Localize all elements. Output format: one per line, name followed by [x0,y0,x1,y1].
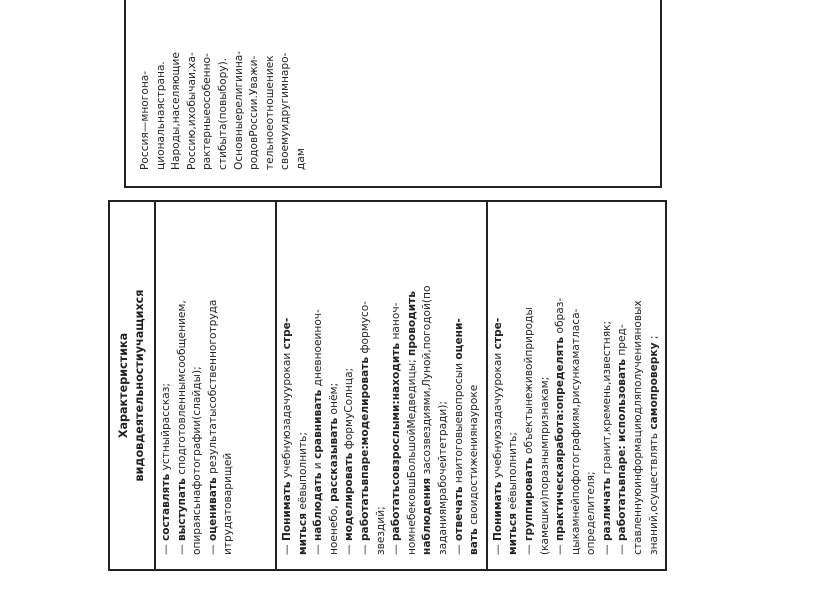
activity-line [467,210,483,555]
activity-keyword: миться [507,512,520,555]
topic-cell-russia [125,0,661,187]
activity-line [600,210,616,555]
activity-text: засозвездиями,Луной,погодой(по [421,285,434,478]
activity-text: итрудатоварищей [222,452,235,555]
activity-text: — [206,541,219,555]
activity-text: ; [647,335,660,343]
activity-text: — [452,541,465,555]
activity-keyword: сравнивать [312,389,325,459]
topic-line: Основныерелигиина- [232,50,245,170]
activity-line [491,210,507,555]
activity-line [647,210,663,555]
activity-text: знаний,осуществлять [647,429,660,555]
activity-keyword: оценивать [206,477,219,542]
topic-line: родовРоссии.Уважи- [248,55,261,170]
activity-text: заданиямрабочейтетради); [436,401,449,555]
activity-keyword: работатьвпаре: [616,445,629,542]
activity-keyword: оцени- [452,318,465,360]
activity-line [615,210,631,555]
activity-line [522,210,538,555]
activity-keyword: самопроверку [647,342,660,430]
activity-keyword: группировать [522,457,535,542]
activity-text: — [390,541,403,555]
activity-keyword: рассказывать [327,417,340,502]
activity-text: результатысобственноготруда [206,299,219,478]
activity-text: — [312,541,325,555]
activity-line [342,210,358,555]
activity-line [436,210,452,555]
activity-keyword: миться [296,512,309,555]
topic-line: своемуидругимнаро- [279,52,292,170]
activities-header [109,201,155,570]
activity-keyword: наблюдения [421,477,434,555]
activities-table-grid [108,200,667,571]
activity-text: — [554,541,567,555]
activity-text: опираясьнафотографии(слайды); [191,366,204,555]
activity-keyword: работатьвпаре:моделировать [358,356,371,542]
activity-keyword: Понимать [491,481,504,542]
activity-text: — [281,541,293,555]
activity-text: (камешки)поразнымпризнакам; [538,376,551,555]
activity-text: цыкамнейпофотографиям,рисункаматласа- [569,308,582,555]
activity-keyword: моделировать [343,452,356,542]
activity-line [506,210,522,555]
activity-keyword: проводить [405,291,418,356]
activity-line [311,210,327,555]
activities-cell-3 [487,201,667,570]
activity-line [452,210,468,555]
activity-keyword: стре- [491,317,504,350]
activity-text: — [175,541,188,555]
activity-text: учебнуюзадачуурокаи [281,349,293,482]
topic-line: дам [294,148,307,170]
activity-line [206,210,222,555]
activities-table [108,200,660,571]
activity-line [190,210,206,555]
activity-keyword: различать [600,477,613,542]
activity-text: — [600,541,613,555]
topic-line: стибыта(повыбору). [216,57,229,170]
activity-text: — [491,541,504,555]
activity-keyword: использовать [616,359,629,442]
activity-text: формусо- [358,300,371,357]
topics-table-grid [124,0,662,188]
activity-text: образ- [554,297,567,337]
activity-text: объектынеживойприроды [522,307,535,458]
activity-line [569,210,585,555]
activity-text [616,442,628,445]
activity-line [221,210,237,555]
topic-line: Россию,ихобычаи,ха- [185,52,198,170]
topic-line: тельноеотношениек [263,55,276,170]
activity-line [374,210,390,555]
activity-text: — [343,541,356,555]
activity-text: звездий; [374,506,387,555]
activity-text: ноенебо, [327,501,340,555]
activity-text: наитоговыевопросыи [452,359,465,487]
activity-text: своидостижениянауроке [468,384,481,529]
activity-keyword: вать [468,528,481,555]
header-line-1: Характеристика [117,332,130,439]
activity-text: — [522,541,535,555]
activity-keyword: стре- [281,317,293,350]
topic-line: Народы,населяющие [170,52,183,170]
topic-line: циональнаястрана. [154,61,167,170]
activity-line [159,210,175,555]
activity-text: дневноеиноч- [312,309,325,390]
activity-text: формуСолнца; [343,367,356,453]
activity-text: еёвыполнить; [507,432,520,513]
activity-text: номнебековшБольшойМедведицы; [405,355,418,555]
activity-text: устныйрассказ; [160,383,172,474]
activity-line [327,210,343,555]
topics-table [124,0,662,188]
activity-text: еёвыполнить; [296,432,309,513]
activity-text: учебнуюзадачуурокаи [491,349,504,482]
activity-keyword: выступать [175,478,188,542]
activities-cell-1 [155,201,276,570]
activity-keyword: наблюдать [312,472,325,542]
activity-line [175,210,191,555]
topic-line: рактерныеособенно- [201,53,214,170]
activity-keyword: работатьсовзрослыми:находить [390,342,403,542]
activity-keyword: Понимать [281,481,293,542]
activity-text: — [160,541,172,555]
activity-line [280,210,296,555]
activity-text: сподготовленнымсообщением, [175,300,188,479]
activity-line [538,210,554,555]
activity-line [296,210,312,555]
activity-text: пред- [616,324,629,360]
activity-keyword: практическаяработа:определять [554,336,567,542]
activities-cell-2 [276,201,487,570]
header-line-2: видовдеятельностиучащихся [133,289,146,482]
activity-line [389,210,405,555]
activity-text: ставленнуюинформациюдляполученияновых [632,300,645,555]
activity-text: — [358,541,371,555]
topic-line: Россия—многона- [139,70,151,170]
activity-line [584,210,600,555]
activity-text: определителя; [585,471,598,555]
activity-text: онём; [327,382,340,418]
activity-line [631,210,647,555]
activity-line [553,210,569,555]
activity-text: гранит,кремень,известняк; [600,320,613,478]
activity-keyword: отвечать [452,486,465,542]
activity-line [405,210,421,555]
activity-text: — [616,541,629,555]
activity-line [420,210,436,555]
activity-text: наноч- [390,302,403,343]
activity-text: и [312,458,325,473]
activity-line [358,210,374,555]
activity-keyword: составлять [160,473,172,542]
